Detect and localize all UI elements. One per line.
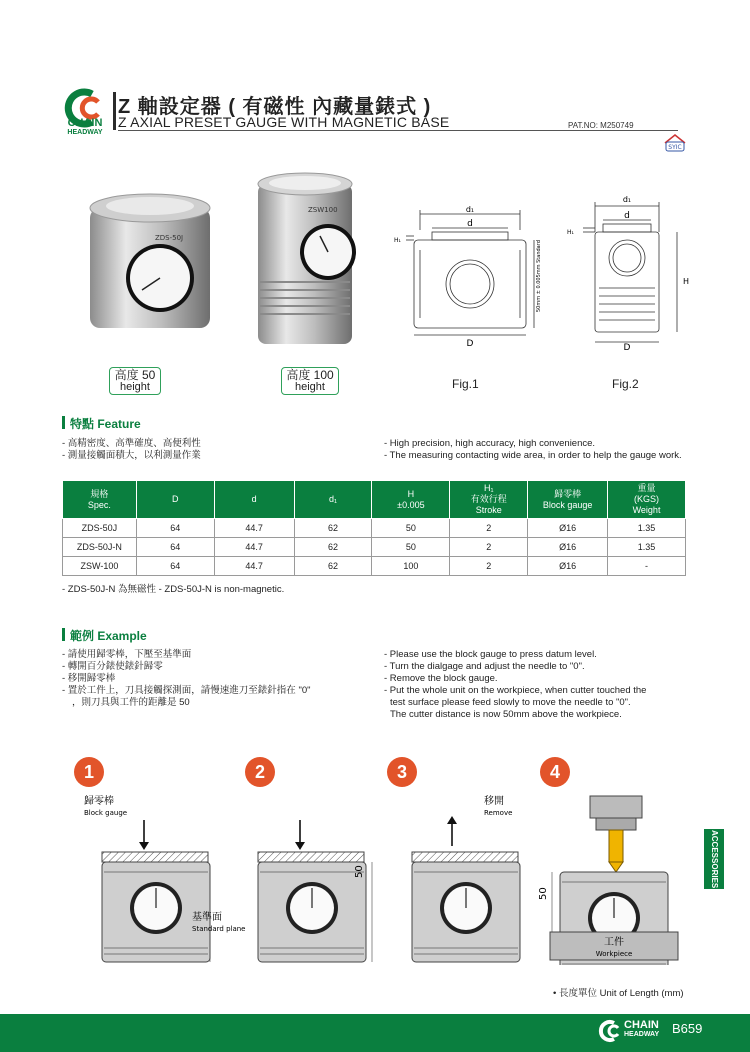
syic-badge-icon xyxy=(663,133,687,153)
fig2-drawing xyxy=(565,192,695,352)
engrave-text-zsw100: ZSW100 xyxy=(308,206,338,214)
cell: 44.7 xyxy=(214,538,294,557)
fig2-caption: Fig.2 xyxy=(612,377,639,391)
cell: 100 xyxy=(372,557,450,576)
table-row xyxy=(63,557,686,576)
col-block-gauge: 歸零棒 Block gauge xyxy=(528,481,608,519)
step-3-badge: 3 xyxy=(387,757,417,787)
height-label-50-en: height xyxy=(120,381,150,393)
feature-zh-item: - 高精密度、高準確度、高便利性 xyxy=(62,438,201,449)
example-en-item: - Please use the block gauge to press datum level. xyxy=(384,649,597,660)
title-divider xyxy=(113,92,116,130)
cell: ZDS-50J xyxy=(63,519,137,538)
footer-brand xyxy=(624,1020,659,1040)
cell: 50 xyxy=(372,519,450,538)
feature-en-item: - The measuring contacting wide area, in order to help the gauge work. xyxy=(384,450,682,461)
example-en-item: - Put the whole unit on the workpiece, when cutter touched the xyxy=(384,685,647,696)
feature-en-list xyxy=(384,438,682,462)
fig2-d-label: d xyxy=(624,211,630,221)
cell: 64 xyxy=(136,557,214,576)
step3-remove-zh: 移開 xyxy=(484,796,504,807)
step-2-badge: 2 xyxy=(245,757,275,787)
fig1-d1-label: d₁ xyxy=(465,205,475,214)
example-zh-list xyxy=(62,649,310,709)
example-zh-item: - 轉開百分錶使錶針歸零 xyxy=(62,661,163,672)
step1-block-zh: 歸零棒 xyxy=(84,796,114,807)
badge-text: SYIC xyxy=(668,144,682,151)
col-weight: 重量 (KGS) Weight xyxy=(608,481,686,519)
step1-block-en: Block gauge xyxy=(84,809,128,817)
col-d: d xyxy=(214,481,294,519)
example-en-item: - Remove the block gauge. xyxy=(384,673,498,684)
col-H1: H₁ 有效行程 Stroke xyxy=(450,481,528,519)
example-heading-bar xyxy=(62,628,65,641)
step1-std-en: Standard plane xyxy=(192,925,246,933)
fig1-caption: Fig.1 xyxy=(452,377,479,391)
feature-heading-bar xyxy=(62,416,65,429)
product-photo-zds50 xyxy=(80,190,220,335)
table-header-row xyxy=(63,481,686,519)
step4-dim: 50 xyxy=(538,887,549,900)
fig1-drawing xyxy=(390,200,550,350)
cell: 2 xyxy=(450,538,528,557)
cell: 1.35 xyxy=(608,538,686,557)
side-tab-accessories: ACCESSORIES xyxy=(704,829,724,889)
header-rule xyxy=(118,130,678,131)
logo-wordmark xyxy=(60,118,110,137)
cell: Ø16 xyxy=(528,557,608,576)
cell: 44.7 xyxy=(214,557,294,576)
example-heading: 範例 Example xyxy=(70,629,147,643)
step3-remove-en: Remove xyxy=(484,809,513,817)
logo-text-headway: HEADWAY xyxy=(67,129,103,136)
feature-en-item: - High precision, high accuracy, high convenience. xyxy=(384,438,596,449)
cell: 1.35 xyxy=(608,519,686,538)
fig2-H1-label: H₁ xyxy=(567,229,574,236)
height-label-50-zh: 高度 50 xyxy=(114,368,156,382)
example-steps-illustration xyxy=(60,790,700,965)
engrave-text-zds50: ZDS-50J xyxy=(155,234,184,242)
cell: Ø16 xyxy=(528,519,608,538)
footer-brand-headway: HEADWAY xyxy=(624,1031,660,1038)
step4-work-zh: 工件 xyxy=(604,937,624,948)
page-number: B659 xyxy=(672,1021,703,1036)
step-1-badge: 1 xyxy=(74,757,104,787)
feature-zh-item: - 測量接觸面積大，以利測量作業 xyxy=(62,450,201,461)
cell: - xyxy=(608,557,686,576)
step4-work-en: Workpiece xyxy=(595,950,633,958)
height-label-100-en: height xyxy=(295,381,325,393)
step1-std-zh: 基準面 xyxy=(192,912,222,923)
footer-logo-icon xyxy=(596,1018,622,1044)
cell: 50 xyxy=(372,538,450,557)
height-label-50 xyxy=(109,367,161,395)
cell: 62 xyxy=(294,557,372,576)
col-spec: 規格 Spec. xyxy=(63,481,137,519)
col-H: H ±0.005 xyxy=(372,481,450,519)
product-photo-zsw100 xyxy=(250,172,360,352)
fig2-D-label: D xyxy=(623,343,631,352)
step2-dim: 50 xyxy=(354,865,365,878)
logo-text-chain: CHAIN xyxy=(67,117,103,129)
fig1-H1-label: H₁ xyxy=(394,237,401,244)
footer-brand-chain: CHAIN xyxy=(624,1019,659,1031)
example-en-item: - Turn the dialgage and adjust the needle to "0". xyxy=(384,661,585,672)
unit-note: • 長度單位 Unit of Length (mm) xyxy=(553,988,684,999)
page-title-en: Z AXIAL PRESET GAUGE WITH MAGNETIC BASE xyxy=(118,114,450,130)
page-title-zh: Z 軸設定器 ( 有磁性 內藏量錶式 ) xyxy=(118,96,432,118)
example-zh-item: - 移開歸零棒 xyxy=(62,673,116,684)
cell: 2 xyxy=(450,557,528,576)
col-d1: d₁ xyxy=(294,481,372,519)
spec-table xyxy=(62,480,686,576)
table-row xyxy=(63,538,686,557)
cell: 64 xyxy=(136,519,214,538)
table-note: - ZDS-50J-N 為無磁性 - ZDS-50J-N is non-magnetic. xyxy=(62,584,285,595)
patent-number: PAT.NO: M250749 xyxy=(568,121,634,130)
fig2-d1-label: d₁ xyxy=(622,195,632,204)
fig1-standard-label: 50mm ± 0.005mm Standard xyxy=(536,240,542,312)
cell: 64 xyxy=(136,538,214,557)
step-4-badge: 4 xyxy=(540,757,570,787)
fig1-D-label: D xyxy=(466,339,474,349)
example-en-item: The cutter distance is now 50mm above the workpiece. xyxy=(390,709,622,720)
cell: 62 xyxy=(294,519,372,538)
example-en-list xyxy=(384,649,674,721)
feature-zh-list xyxy=(62,438,201,462)
col-D: D xyxy=(136,481,214,519)
feature-heading: 特點 Feature xyxy=(70,417,141,431)
fig2-H-label: H xyxy=(683,277,690,286)
height-label-100-zh: 高度 100 xyxy=(286,368,334,382)
example-zh-item: - 請使用歸零棒，下壓至基準面 xyxy=(62,649,192,660)
cell: 44.7 xyxy=(214,519,294,538)
cell: 62 xyxy=(294,538,372,557)
cell: 2 xyxy=(450,519,528,538)
example-en-item: test surface please feed slowly to move the needle to "0". xyxy=(390,697,631,708)
height-label-100 xyxy=(281,367,339,395)
cell: ZSW-100 xyxy=(63,557,137,576)
cell: ZDS-50J-N xyxy=(63,538,137,557)
example-zh-item: ，則刀具與工件的距離是 50 xyxy=(72,697,190,708)
table-row xyxy=(63,519,686,538)
fig1-d-label: d xyxy=(467,219,473,229)
example-zh-item: - 置於工件上，刀具接觸探測面，請慢速進刀至錶針指在 "0" xyxy=(62,685,311,696)
cell: Ø16 xyxy=(528,538,608,557)
